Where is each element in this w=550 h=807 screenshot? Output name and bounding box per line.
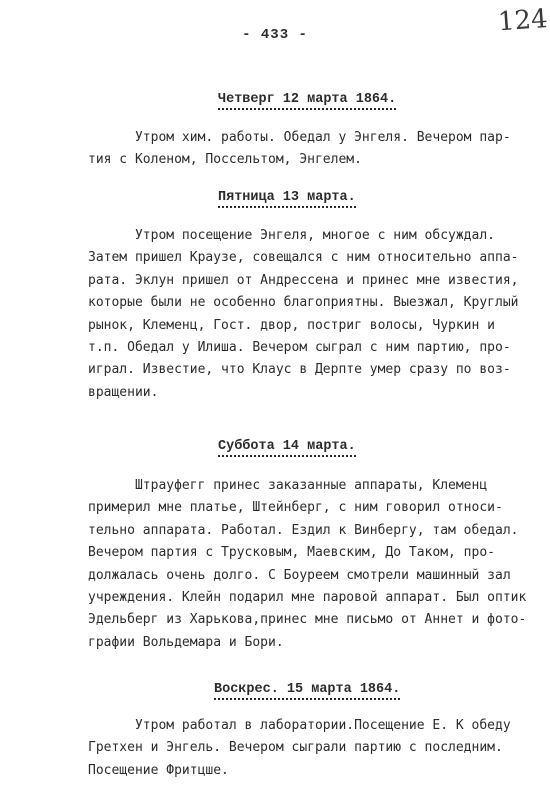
entry-text-sunday	[88, 715, 528, 782]
text-line: т.п. Обедал у Илиша. Вечером сыграл с ним партию, про-	[88, 340, 511, 356]
text-line: Утром работал в лаборатории.Посещение Е. К обеду	[88, 718, 511, 733]
text-line: Эдельберг из Харькова,принес мне письмо от Аннет и фото-	[88, 612, 527, 628]
text-line: рата. Эклун пришел от Андрессена и принес мне известия,	[88, 272, 519, 288]
text-line: которые были не особенно благоприятны. Выезжал, Круглый	[88, 295, 519, 311]
text-line: Посещение Фритцше.	[88, 762, 229, 778]
text-line: должалась очень долго. С Боуреем смотрели машинный зал	[88, 567, 511, 583]
text-line: Гретхен и Энгель. Вечером сыграли партию с последним.	[88, 740, 503, 756]
text-line: учреждения. Клейн подарил мне паровой аппарат. Был оптик	[88, 590, 527, 606]
text-line: Утром посещение Энгеля, многое с ним обсуждал.	[88, 228, 495, 243]
entry-text-friday	[88, 225, 528, 404]
entry-heading-saturday: Суббота 14 марта.	[218, 439, 356, 457]
text-line: графии Вольдемара и Бори.	[88, 634, 284, 650]
text-line: играл. Известие, что Клаус в Дерпте умер сразу по воз-	[88, 362, 511, 378]
text-line: тельно аппарата. Работал. Ездил к Винбергу, там обедал.	[88, 522, 519, 538]
text-line: Вечером партия с Трусковым, Маевским, До Таком, про-	[88, 545, 495, 561]
text-line: Штрауфегг принес заказанные аппараты, Клеменц	[88, 478, 488, 493]
text-line: рынок, Клеменц, Гост. двор, постриг волосы, Чуркин и	[88, 317, 495, 333]
entry-heading-friday: Пятница 13 марта.	[218, 190, 356, 208]
text-line: Затем пришел Краузе, совещался с ним относительно аппа-	[88, 250, 519, 266]
text-line: тия с Коленом, Поссельтом, Энгелем.	[88, 152, 362, 168]
entry-heading-sunday: Воскрес. 15 марта 1864.	[214, 682, 400, 700]
page-number: - 433 -	[242, 27, 308, 43]
text-line: примерил мне платье, Штейнберг, с ним говорил относи-	[88, 500, 503, 516]
entry-text-saturday	[88, 475, 528, 654]
text-line: вращении.	[88, 384, 159, 400]
archive-folio-mark: 124	[497, 3, 549, 38]
text-line: Утром хим. работы. Обедал у Энгеля. Вечером пар-	[88, 130, 511, 145]
entry-text-thursday	[88, 127, 528, 172]
entry-heading-thursday: Четверг 12 марта 1864.	[218, 92, 396, 110]
